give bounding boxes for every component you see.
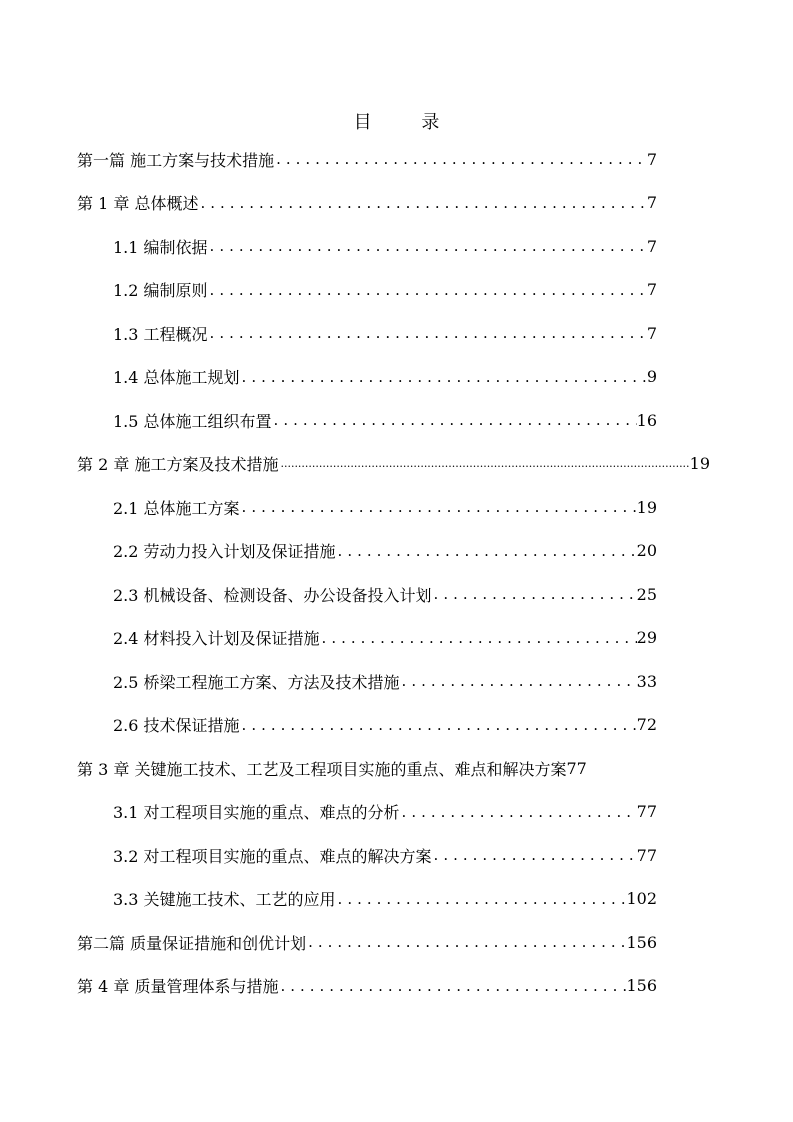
toc-entry-label: 2.2 劳动力投入计划及保证措施 (113, 542, 336, 561)
toc-entry-label: 1.5 总体施工组织布置 (113, 411, 272, 431)
toc-entry-leader-dots (320, 629, 637, 647)
toc-entry-leader-dots (208, 237, 647, 255)
toc-entry-page-number: 7 (646, 193, 657, 212)
toc-entry-leader-dots (198, 194, 646, 212)
toc-entry-page-number: 156 (626, 976, 657, 995)
toc-entry-page-number: 77 (566, 758, 587, 778)
toc-entry-leader-dots (432, 585, 637, 603)
toc-entry-label: 2.4 材料投入计划及保证措施 (113, 629, 320, 648)
toc-entry[interactable] (113, 318, 657, 348)
toc-entry-page-number: 102 (626, 889, 657, 908)
toc-entry[interactable] (113, 362, 657, 392)
toc-entry-leader-dots (240, 368, 647, 386)
toc-entry-page-number: 16 (636, 410, 657, 430)
toc-entry-label: 1.2 编制原则 (113, 281, 208, 300)
toc-entry-label: 3.3 关键施工技术、工艺的应用 (113, 890, 336, 909)
toc-entry-leader-dots (274, 150, 647, 168)
toc-entry-leader-dots (208, 281, 647, 299)
toc-entry-leader-dots (306, 933, 626, 951)
toc-entry-leader-dots (400, 672, 637, 690)
toc-entry-page-number: 7 (646, 323, 657, 343)
toc-entry-page-number: 7 (646, 149, 657, 169)
toc-entry[interactable] (77, 188, 657, 218)
toc-entry-page-number: 29 (636, 628, 657, 647)
toc-entry-leader-dots (240, 498, 637, 516)
toc-entry-leader-dots (400, 803, 637, 821)
toc-entry-page-number: 77 (636, 802, 657, 821)
toc-entry[interactable] (113, 231, 657, 261)
toc-entry-leader-dots (278, 457, 689, 470)
toc-entry-page-number: 7 (646, 236, 657, 256)
toc-entry-label: 第一篇 施工方案与技术措施 (77, 150, 275, 170)
toc-entry[interactable] (113, 884, 657, 914)
toc-entry-leader-dots (278, 977, 626, 995)
toc-entry[interactable] (113, 492, 657, 522)
toc-entry-label: 2.6 技术保证措施 (113, 716, 240, 735)
toc-entry-page-number: 19 (689, 454, 710, 473)
toc-entry[interactable] (77, 971, 657, 1001)
toc-entry-page-number: 156 (626, 932, 657, 952)
toc-entry-label: 2.5 桥梁工程施工方案、方法及技术措施 (113, 672, 400, 692)
toc-entry-page-number: 72 (636, 715, 657, 734)
toc-entry[interactable] (77, 144, 657, 174)
toc-entry-leader-dots (208, 324, 647, 342)
toc-entry-page-number: 33 (636, 671, 657, 691)
toc-entry-label: 第 2 章 施工方案及技术措施 (77, 455, 279, 474)
toc-entry-leader-dots (272, 411, 637, 429)
toc-entry[interactable] (113, 840, 657, 870)
toc-entry-label: 1.3 工程概况 (113, 324, 208, 344)
toc-entry-leader-dots (432, 846, 637, 864)
toc-entry[interactable] (113, 623, 657, 653)
toc-entry[interactable] (113, 710, 657, 740)
toc-entry-label: 第二篇 质量保证措施和创优计划 (77, 933, 307, 953)
toc-entry-label: 3.1 对工程项目实施的重点、难点的分析 (113, 803, 400, 822)
toc-entry-leader-dots (240, 716, 637, 734)
toc-entry-label: 2.1 总体施工方案 (113, 498, 240, 518)
toc-entry-label: 3.2 对工程项目实施的重点、难点的解决方案 (113, 846, 432, 866)
toc-entry-label: 1.1 编制依据 (113, 237, 208, 257)
toc-entry-label: 2.3 机械设备、检测设备、办公设备投入计划 (113, 585, 432, 605)
toc-entry-page-number: 25 (636, 584, 657, 604)
toc-entry-leader-dots (336, 890, 627, 908)
toc-entry[interactable] (113, 536, 657, 566)
toc-entry[interactable] (113, 666, 657, 696)
toc-entry-page-number: 19 (636, 497, 657, 517)
toc-entry-page-number: 20 (636, 541, 657, 560)
toc-entry[interactable] (113, 579, 657, 609)
toc-entry-page-number: 7 (646, 280, 657, 299)
toc-entry[interactable] (113, 275, 657, 305)
toc-entry[interactable] (77, 449, 710, 479)
toc-entry-label: 1.4 总体施工规划 (113, 368, 240, 387)
toc-entry-label: 第 1 章 总体概述 (77, 194, 199, 213)
toc-entry-page-number: 77 (636, 845, 657, 865)
toc-entry[interactable] (77, 927, 657, 957)
toc-entry-label: 第 4 章 质量管理体系与措施 (77, 977, 279, 996)
toc-entry-label: 第 3 章 关键施工技术、工艺及工程项目实施的重点、难点和解决方案 (77, 759, 567, 779)
toc-entry[interactable] (113, 405, 657, 435)
toc-entry[interactable] (113, 797, 657, 827)
toc-entry-page-number: 9 (646, 367, 657, 386)
toc-entry[interactable] (77, 753, 657, 783)
toc-entry-leader-dots (336, 542, 637, 560)
toc-title: 目 录 (353, 112, 462, 133)
